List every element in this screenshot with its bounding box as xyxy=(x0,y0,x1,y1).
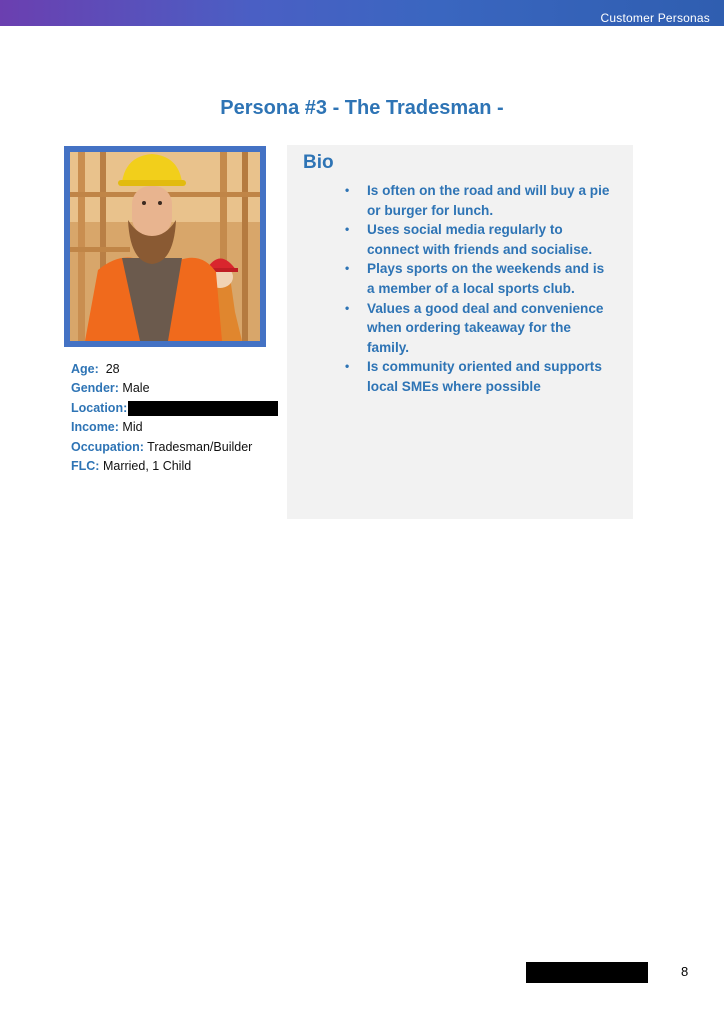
detail-location xyxy=(71,399,281,418)
persona-photo-frame xyxy=(64,146,266,347)
location-redaction xyxy=(128,401,278,416)
bio-heading: Bio xyxy=(303,152,334,173)
detail-label: Gender: xyxy=(71,381,119,396)
detail-age xyxy=(71,360,281,379)
detail-label: Age: xyxy=(71,362,99,376)
detail-flc xyxy=(71,457,281,476)
footer-redaction xyxy=(526,962,648,983)
detail-value: Tradesman/Builder xyxy=(147,439,253,454)
persona-details xyxy=(71,360,281,476)
persona-photo xyxy=(70,152,260,341)
detail-gender xyxy=(71,379,281,398)
bullet-icon: • xyxy=(345,261,350,276)
detail-label: FLC: xyxy=(71,459,100,474)
bullet-icon: • xyxy=(345,183,350,197)
detail-label: Occupation: xyxy=(71,439,144,454)
bio-item-text: Values a good deal and convenience when ordering takeaway for the family. xyxy=(367,300,604,355)
detail-value: 28 xyxy=(105,362,120,376)
detail-occupation xyxy=(71,438,281,457)
bio-item xyxy=(345,357,612,396)
bio-item xyxy=(345,259,612,298)
detail-value: Male xyxy=(122,381,150,396)
bio-list xyxy=(345,181,612,397)
bullet-icon: • xyxy=(345,222,350,237)
bio-item xyxy=(345,299,612,358)
bullet-icon: • xyxy=(345,359,350,374)
bio-item-text: Is often on the road and will buy a pie or burger for lunch. xyxy=(367,183,610,218)
bio-item xyxy=(345,181,612,220)
detail-value: Married, 1 Child xyxy=(102,459,192,474)
detail-value: Mid xyxy=(122,420,143,435)
bullet-icon: • xyxy=(345,300,350,315)
page-number: 8 xyxy=(681,964,689,979)
bio-panel xyxy=(287,145,633,519)
bio-item-text: Plays sports on the weekends and is a member of a local sports club. xyxy=(367,261,605,296)
detail-income xyxy=(71,418,281,437)
bio-item-text: Is community oriented and supports local SMEs where possible xyxy=(367,359,602,394)
header-section-label: Customer Personas xyxy=(600,11,710,25)
detail-label: Income: xyxy=(71,420,119,435)
bio-item-text: Uses social media regularly to connect with friends and socialise. xyxy=(367,222,593,257)
page-title: Persona #3 - The Tradesman - xyxy=(220,97,504,119)
detail-label: Location: xyxy=(71,400,128,415)
bio-item xyxy=(345,220,612,259)
header-band xyxy=(0,0,724,26)
